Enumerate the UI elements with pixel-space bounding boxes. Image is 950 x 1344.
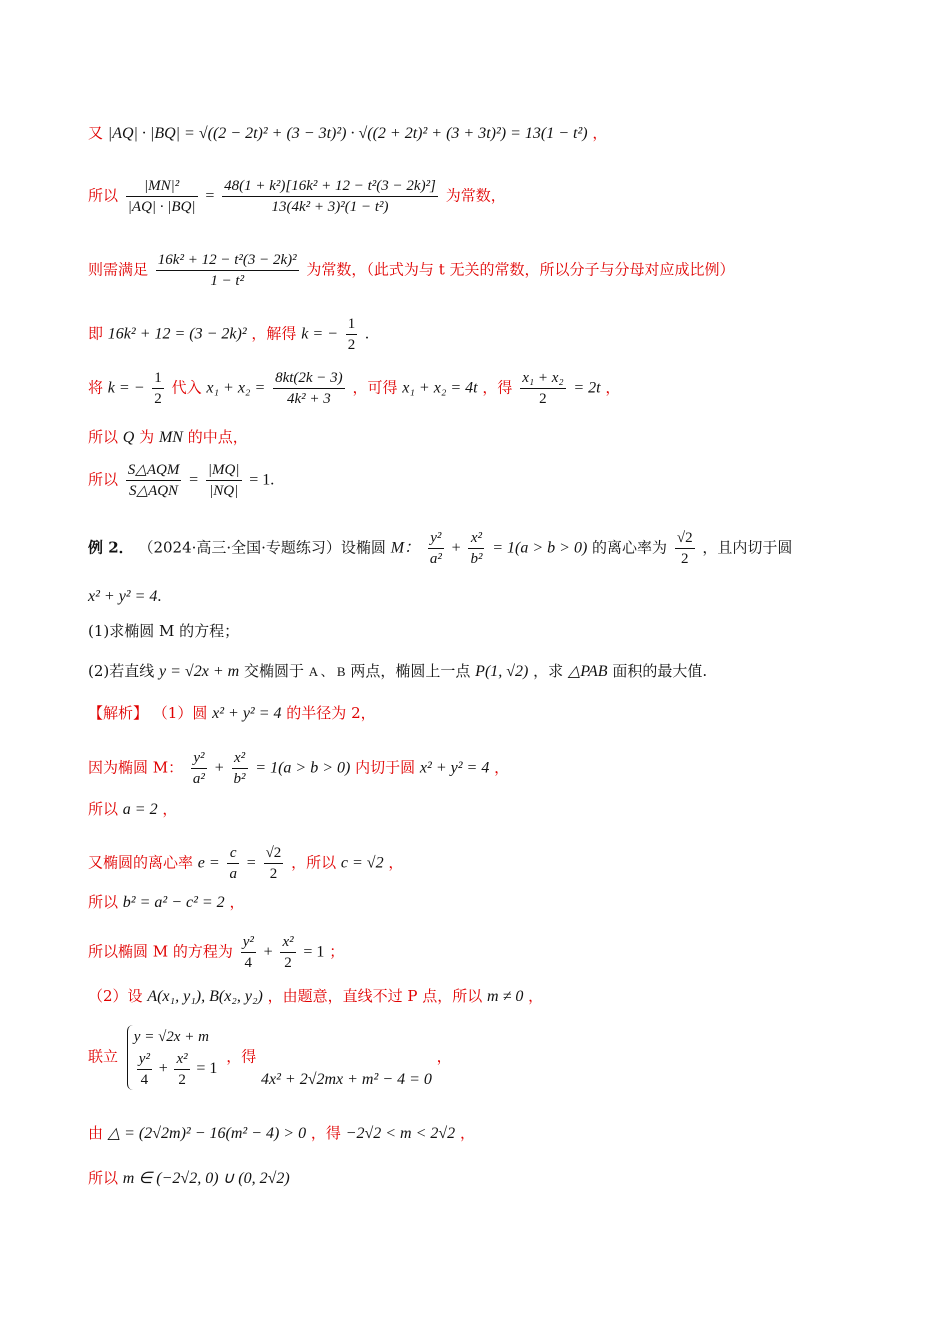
- fraction-denominator: 2: [178, 1072, 186, 1088]
- text-mid: ，所以: [291, 853, 337, 872]
- example-2-circle: x² + y² = 4.: [88, 588, 162, 605]
- fraction-denominator: 2: [284, 955, 292, 971]
- solution-step-8: [88, 1025, 452, 1090]
- fraction-midpoint: [520, 368, 565, 409]
- math-expression: Q: [122, 429, 135, 446]
- fraction-ratio-value: [222, 176, 438, 217]
- math-expression: k = −: [301, 325, 338, 343]
- line-ratio-expression: [88, 176, 506, 217]
- fraction-y2-4: [241, 932, 256, 973]
- fraction-numerator: c: [227, 843, 239, 864]
- math-expression: x₁ + x₂ =: [206, 379, 266, 397]
- math-expression: 16k² + 12 = (3 − 2k)²: [107, 325, 247, 343]
- fraction-root2-over-2: [264, 843, 284, 884]
- fraction-area-ratio: [126, 460, 182, 501]
- math-expression: = 1: [303, 943, 325, 961]
- question-text: ，求: [533, 662, 564, 680]
- fraction-denominator: 13(4k² + 3)²(1 − t²): [271, 199, 389, 215]
- text-suffix: ；: [329, 942, 345, 961]
- fraction-denominator: 2: [347, 337, 356, 353]
- line-solve-k: [88, 314, 369, 355]
- fraction-segment-ratio: [206, 460, 242, 501]
- fraction-mn-over-aqbq: [126, 176, 198, 217]
- equals-sign: =: [246, 854, 256, 872]
- text-prefix: 联立: [88, 1047, 119, 1066]
- text-suffix: 为常数，: [445, 186, 506, 205]
- question-2: [88, 660, 707, 683]
- fraction-denominator: S△AQN: [129, 483, 179, 499]
- fraction-denominator: 4k² + 3: [286, 391, 331, 407]
- text-suffix: ，: [605, 378, 621, 397]
- math-expression: 4x² + 2√2mx + m² − 4 = 0: [261, 1070, 432, 1088]
- fraction-denominator: 2: [539, 391, 547, 407]
- math-expression: = 1(a > b > 0): [492, 539, 588, 557]
- fraction-denominator: a: [229, 866, 237, 882]
- question-1: [88, 620, 239, 642]
- fraction-denominator: 4: [244, 955, 253, 971]
- math-expression: △PAB: [567, 663, 608, 680]
- fraction-half: [346, 314, 358, 355]
- fraction-denominator: 1 − t²: [210, 273, 245, 289]
- text-prefix: 将: [88, 378, 104, 397]
- text-prefix: 所以: [88, 186, 119, 205]
- text-mid: ，得: [226, 1047, 257, 1066]
- math-expression: △ = (2√2m)² − 16(m² − 4) > 0: [107, 1125, 307, 1142]
- fraction-numerator: 16k² + 12 − t²(3 − 2k)²: [156, 250, 299, 271]
- fraction-x2-b2: [468, 528, 484, 569]
- example-label: 例 2．: [88, 538, 134, 557]
- fraction-y2-a2: [191, 748, 207, 789]
- text-suffix: .: [364, 325, 369, 343]
- question-text: (1)求椭圆 M 的方程；: [88, 622, 240, 640]
- fraction-numerator: √2: [675, 528, 695, 549]
- fraction-condition: [156, 250, 299, 291]
- fraction-numerator: 1: [346, 314, 358, 335]
- text-mid: ，可得: [352, 378, 398, 397]
- fraction-numerator: |MN|²: [126, 176, 198, 197]
- math-expression: A 、 B: [308, 664, 346, 679]
- text-prefix: （1）圆: [152, 704, 208, 722]
- question-text: (2)若直线: [88, 662, 155, 680]
- text-suffix: 的半径为 2，: [286, 704, 376, 722]
- solution-step-4: [88, 843, 403, 884]
- fraction-numerator: 48(1 + k²)[16k² + 12 − t²(3 − 2k)²]: [222, 176, 438, 197]
- line-substitute-k: [88, 368, 620, 409]
- math-expression: x² + y² = 4: [88, 588, 158, 605]
- fraction-denominator: |AQ| · |BQ|: [127, 199, 196, 215]
- text-suffix: 为常数，（此式为与 t 无关的常数，所以分子与分母对应成比例）: [306, 260, 735, 279]
- text-suffix: ，: [229, 893, 245, 911]
- math-expression: x² + y² = 4: [419, 759, 490, 777]
- fraction-denominator: b²: [470, 551, 483, 567]
- solution-step-3: [88, 798, 177, 821]
- fraction-denominator: |NQ|: [209, 483, 239, 499]
- text-mid: 代入: [171, 378, 202, 397]
- fraction-denominator: 2: [269, 866, 278, 882]
- fraction-denominator: a²: [429, 551, 442, 567]
- fraction-numerator: x²: [174, 1049, 189, 1070]
- fraction-half: [152, 368, 164, 409]
- text-prefix: 所以: [88, 893, 119, 911]
- text-mid: ，得: [482, 378, 513, 397]
- system-row-1: y = √2x + m: [133, 1029, 209, 1045]
- fraction-numerator: y²: [241, 932, 256, 953]
- solution-step-9: [88, 1122, 475, 1145]
- fraction-numerator: √2: [264, 843, 284, 864]
- text-prefix: 所以椭圆 M 的方程为: [88, 942, 233, 961]
- question-text: 两点，椭圆上一点: [350, 662, 471, 680]
- solution-step-6: 所以椭圆 M 的方程为 $\frac{\text{y²}}{4}$ + $\frac{\text{x²}}{2}$ = 1 ；: [88, 934, 345, 971]
- text-prefix: 又: [88, 124, 104, 142]
- fraction-numerator: S△AQM: [126, 460, 182, 481]
- text-prefix: 即: [88, 324, 104, 343]
- math-expression: x₁ + x₂ = 4t: [402, 379, 478, 397]
- question-text: 面积的最大值.: [612, 662, 708, 680]
- text-mid: 内切于圆: [355, 758, 416, 777]
- math-expression: e =: [197, 854, 220, 872]
- text-suffix: ，: [162, 800, 178, 818]
- math-expression: = 1: [196, 1059, 218, 1077]
- text-suffix: = 1.: [249, 471, 275, 489]
- text-suffix: ，: [388, 853, 404, 872]
- text-suffix: ，: [436, 1047, 452, 1066]
- text-prefix: 由: [88, 1124, 104, 1142]
- system-row-2: $\frac{\text{y²}}{4}$ + $\frac{\text{x²}}{2}$ = 1: [138, 1051, 218, 1088]
- math-expression: c = √2: [340, 854, 384, 872]
- math-expression: y = √2x + m: [159, 663, 240, 680]
- fraction-x2-2: [280, 932, 295, 973]
- fraction-numerator: y²: [428, 528, 444, 549]
- math-expression: = 2t: [573, 379, 601, 397]
- fraction-numerator: 8kt(2k − 3): [273, 368, 345, 389]
- solution-step-7: [88, 985, 543, 1008]
- text-mid: ，得: [310, 1124, 341, 1142]
- line-area-ratio: [88, 460, 274, 501]
- plus-sign: +: [451, 539, 461, 557]
- text-suffix: ，: [592, 124, 608, 142]
- fraction-eccentricity: [675, 528, 695, 569]
- math-expression: x² + y² = 4: [212, 705, 282, 722]
- text-suffix: ，: [528, 987, 544, 1005]
- fraction-y2-4: [137, 1049, 152, 1090]
- fraction-y2-a2: [428, 528, 444, 569]
- text-mid: ，解得: [251, 324, 297, 343]
- line-aq-bq-product: [88, 122, 607, 145]
- example-source: （2024·高三·全国·专题练习）设椭圆: [138, 538, 386, 557]
- math-expression: −2√2 < m < 2√2: [345, 1125, 456, 1142]
- line-midpoint: [88, 426, 248, 449]
- fraction-numerator: x²: [468, 528, 484, 549]
- text-mid: 为: [139, 428, 155, 446]
- text-prefix: 又椭圆的离心率: [88, 853, 194, 872]
- solution-step-10: [88, 1167, 290, 1190]
- fraction-numerator: x₁ + x₂: [520, 368, 565, 389]
- math-expression: A(x₁, y₁), B(x₂, y₂): [147, 988, 263, 1005]
- solution-step-5: [88, 891, 244, 914]
- question-text: 交椭圆于: [243, 662, 304, 680]
- math-expression: P(1, √2): [475, 663, 529, 680]
- text-prefix: 所以: [88, 470, 119, 489]
- math-expression: b² = a² − c² = 2: [122, 894, 225, 911]
- line-constant-condition: [88, 250, 735, 291]
- example-2-statement: [88, 528, 792, 569]
- ellipse-name: M：: [390, 539, 421, 557]
- text-mid: ，且内切于圆: [702, 538, 793, 557]
- fraction-denominator: 2: [154, 391, 162, 407]
- equals-sign: =: [205, 187, 215, 205]
- text-prefix: （2）设: [88, 987, 143, 1005]
- math-expression: m ∈ (−2√2, 0) ∪ (0, 2√2): [122, 1170, 290, 1187]
- text-prefix: 则需满足: [88, 260, 149, 279]
- math-expression: = 1(a > b > 0): [255, 759, 351, 777]
- fraction-numerator: x²: [280, 932, 295, 953]
- solution-tag: 【解析】: [88, 704, 149, 722]
- text-suffix: ，: [459, 1124, 475, 1142]
- text-prefix: 所以: [88, 428, 119, 446]
- fraction-numerator: y²: [191, 748, 207, 769]
- fraction-numerator: 1: [152, 368, 164, 389]
- math-expression: MN: [158, 429, 183, 446]
- math-expression: a = 2: [122, 801, 158, 818]
- solution-step-1: [88, 702, 376, 725]
- equals-sign: =: [189, 471, 199, 489]
- fraction-x2-2: [174, 1049, 189, 1090]
- text-suffix: 的中点，: [187, 428, 248, 446]
- math-expression: k = −: [107, 379, 145, 397]
- solution-step-2: 因为椭圆 M： $\frac{\text{y²}}{\text{a²}}$ + $\frac{\text{x²}}{\text{b²}}$ = 1(a > b > 0) 内切于圆 x² + y² = 4 ，: [88, 750, 510, 787]
- text-mid: ，由题意，直线不过 P 点，所以: [267, 987, 483, 1005]
- text-prefix: 所以: [88, 800, 119, 818]
- fraction-denominator: 4: [140, 1072, 149, 1088]
- text-prefix: 所以: [88, 1169, 119, 1187]
- fraction-x2-b2: [232, 748, 248, 789]
- fraction-numerator: x²: [232, 748, 248, 769]
- equation-system: [127, 1025, 218, 1090]
- fraction-denominator: 2: [680, 551, 689, 567]
- text-prefix: 因为椭圆 M：: [88, 758, 184, 777]
- fraction-denominator: b²: [233, 771, 246, 787]
- fraction-numerator: y²: [137, 1049, 152, 1070]
- fraction-numerator: |MQ|: [206, 460, 242, 481]
- math-expression: m ≠ 0: [487, 988, 524, 1005]
- fraction-sum-roots: [273, 368, 345, 409]
- fraction-c-a: [227, 843, 239, 884]
- text-suffix: ，: [494, 758, 510, 777]
- math-expression: |AQ| · |BQ| = √((2 − 2t)² + (3 − 3t)²) · √((2 + 2t)² + (3 + 3t)²) = 13(1 − t²): [107, 125, 588, 142]
- fraction-denominator: a²: [192, 771, 205, 787]
- text-mid: 的离心率为: [592, 538, 668, 557]
